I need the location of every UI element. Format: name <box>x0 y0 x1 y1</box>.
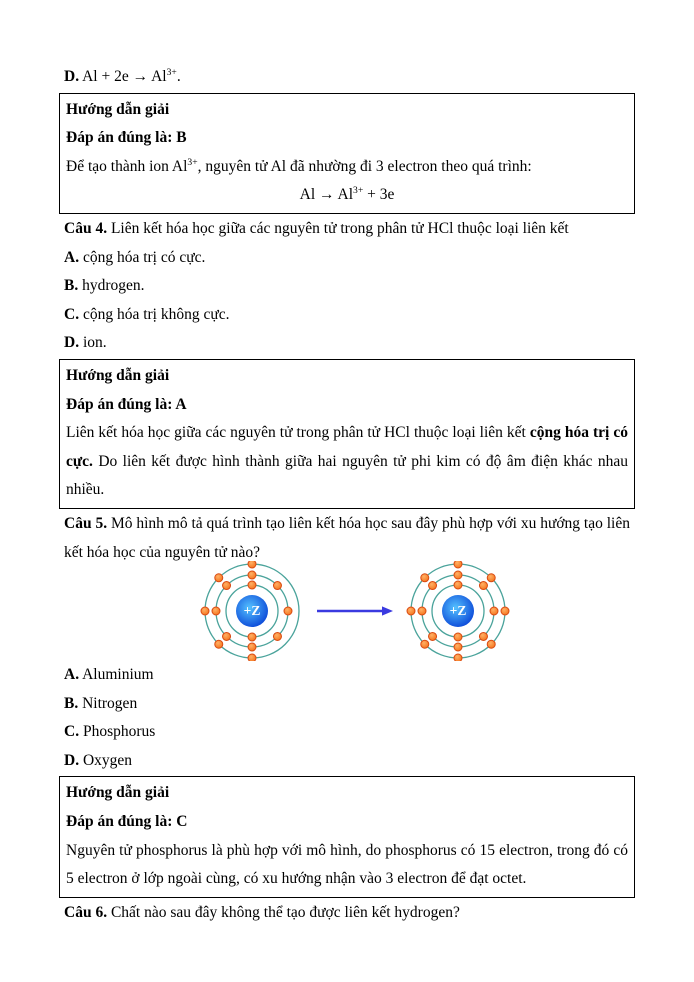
electron-dot <box>418 607 426 615</box>
solution-box-q3 <box>59 93 635 214</box>
electron-dot <box>487 574 495 582</box>
electron-dot <box>407 607 415 615</box>
lead-option-label: D. <box>64 68 80 85</box>
atom-before-bonding <box>201 561 299 661</box>
solution-box-q4 <box>59 359 635 509</box>
electron-dot <box>429 582 437 590</box>
bond-model-svg <box>64 561 630 661</box>
electron-dot <box>248 561 256 568</box>
electron-dot <box>429 633 437 641</box>
q5-option-a: A. Aluminium <box>64 666 154 684</box>
electron-dot <box>421 640 429 648</box>
electron-dot <box>248 581 256 589</box>
solution-box-q5 <box>59 776 635 897</box>
solution-answer: Đáp án đúng là: A <box>66 395 187 413</box>
electron-dot <box>454 561 462 568</box>
electron-dot <box>248 654 256 661</box>
electron-dot <box>201 607 209 615</box>
solution-answer: Đáp án đúng là: B <box>66 129 187 147</box>
nucleus-charge-label: +Z <box>243 603 261 619</box>
q4-option-b: B. hydrogen. <box>64 277 145 295</box>
question-4 <box>64 215 630 244</box>
question-5-text: Mô hình mô tả quá trình tạo liên kết hóa học sau đây phù hợp với xu hướng tạo liên kết hóa học của nguyên tử nào? <box>64 514 630 561</box>
bond-model-diagram <box>64 561 630 661</box>
question-6-label: Câu 6. <box>64 903 108 921</box>
q4-option-c: C. cộng hóa trị không cực. <box>64 305 230 323</box>
lead-option-text: Al + 2e → Al <box>79 68 167 85</box>
electron-dot <box>248 571 256 579</box>
electron-dot <box>215 574 223 582</box>
electron-dot <box>248 633 256 641</box>
electron-dot <box>454 633 462 641</box>
electron-dot <box>215 640 223 648</box>
ionization-equation: $Al \to Al^{3+} + 3e$ <box>299 185 395 204</box>
question-6 <box>64 899 630 928</box>
solution-heading: Hướng dẫn giải <box>66 366 170 384</box>
q4-option-d: D. ion. <box>64 334 107 352</box>
electron-dot <box>273 633 281 641</box>
electron-dot <box>487 640 495 648</box>
lead-option-sup: 3+ <box>166 66 177 78</box>
solution-heading: Hướng dẫn giải <box>66 100 170 118</box>
question-5 <box>64 510 630 567</box>
electron-dot <box>273 582 281 590</box>
electron-dot <box>284 607 292 615</box>
q5-option-b: B. Nitrogen <box>64 694 138 712</box>
question-4-text: Liên kết hóa học giữa các nguyên tử trong phân tử HCl thuộc loại liên kết <box>107 219 569 237</box>
nucleus-charge-label: +Z <box>449 603 467 619</box>
electron-dot <box>223 582 231 590</box>
solution-body: Nguyên tử phosphorus là phù hợp với mô hình, do phosphorus có 15 electron, trong đó có 5 electron ở lớp ngoài cùng, có xu hướng nhận vào 3 electron để đạt octet. <box>66 841 628 888</box>
electron-dot <box>454 581 462 589</box>
electron-dot <box>421 574 429 582</box>
q5-option-d: D. Oxygen <box>64 751 133 769</box>
solution-answer: Đáp án đúng là: C <box>66 813 188 831</box>
electron-dot <box>501 607 509 615</box>
solution-body: Để tạo thành ion $Al^{3+}$, nguyên tử Al đã nhường đi 3 electron theo quá trình: <box>66 156 532 175</box>
lead-option-tail: . <box>176 68 181 85</box>
reaction-arrow-icon <box>317 606 393 615</box>
electron-dot <box>454 643 462 651</box>
solution-heading: Hướng dẫn giải <box>66 784 170 802</box>
question-4-label: Câu 4. <box>64 219 108 237</box>
electron-dot <box>490 607 498 615</box>
q5-option-c: C. Phosphorus <box>64 723 156 741</box>
q4-option-a: A. cộng hóa trị có cực. <box>64 248 206 266</box>
question-5-label: Câu 5. <box>64 514 108 532</box>
atom-after-bonding <box>407 561 509 661</box>
solution-body: Liên kết hóa học giữa các nguyên tử trong phân tử HCl thuộc loại liên kết cộng hóa trị có cực. Do liên kết được hình thành giữa hai nguyên tử phi kim có độ âm điện khác nhau nhiều. <box>66 424 628 499</box>
lead-option-d <box>64 63 630 92</box>
electron-dot <box>454 654 462 661</box>
electron-dot <box>479 582 487 590</box>
electron-dot <box>454 571 462 579</box>
electron-dot <box>479 633 487 641</box>
question-6-text: Chất nào sau đây không thể tạo được liên kết hydrogen? <box>107 903 460 921</box>
electron-dot <box>248 643 256 651</box>
electron-dot <box>223 633 231 641</box>
electron-dot <box>212 607 220 615</box>
